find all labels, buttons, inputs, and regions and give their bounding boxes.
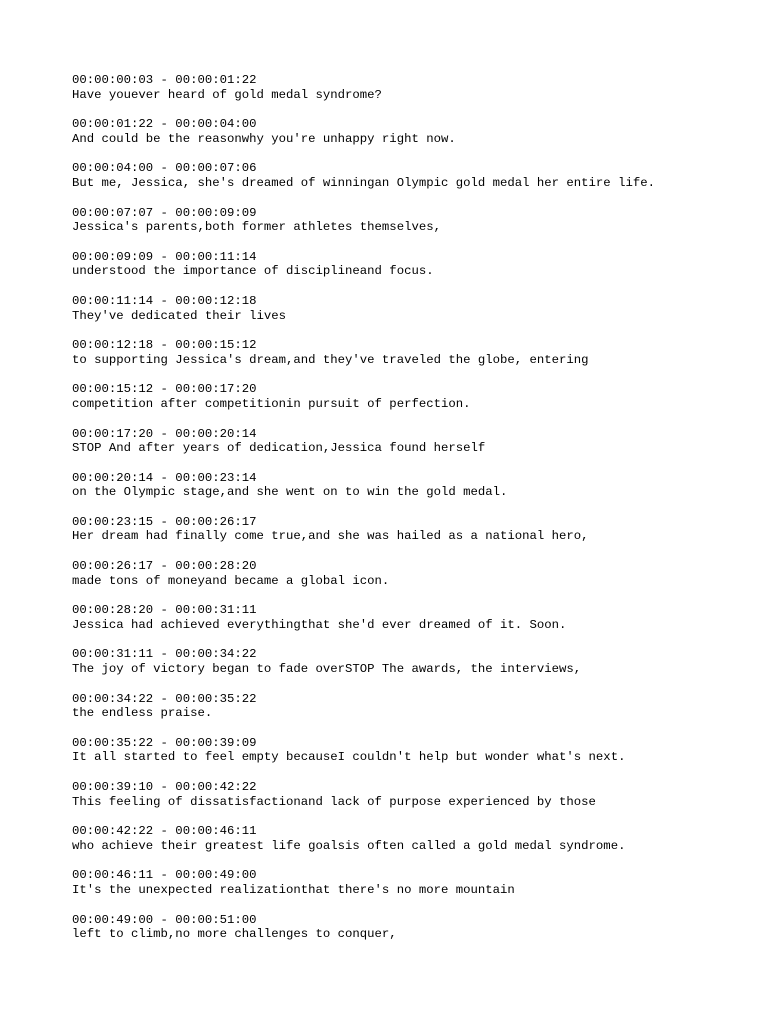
- subtitle-cue: [72, 515, 752, 544]
- subtitle-cue: [72, 603, 752, 632]
- cue-text: The joy of victory began to fade overSTOP The awards, the interviews,: [72, 662, 582, 677]
- cue-timestamp: 00:00:07:07 - 00:00:09:09: [72, 205, 257, 220]
- cue-timestamp: 00:00:49:00 - 00:00:51:00: [72, 912, 257, 927]
- cue-timestamp: 00:00:00:03 - 00:00:01:22: [72, 73, 257, 87]
- cue-text: Her dream had finally come true,and she was hailed as a national hero,: [72, 529, 589, 544]
- cue-text: the endless praise.: [72, 706, 213, 721]
- cue-text: made tons of moneyand became a global icon.: [72, 573, 390, 588]
- cue-timestamp: 00:00:23:15 - 00:00:26:17: [72, 514, 257, 529]
- cue-timestamp: 00:00:34:22 - 00:00:35:22: [72, 691, 257, 706]
- subtitle-cue: [72, 117, 752, 146]
- cue-text: who achieve their greatest life goalsis often called a gold medal syndrome.: [72, 838, 626, 853]
- subtitle-cue: [72, 294, 752, 323]
- subtitle-cue: [72, 780, 752, 809]
- cue-text: on the Olympic stage,and she went on to win the gold medal.: [72, 485, 508, 500]
- cue-text: Jessica had achieved everythingthat she'd ever dreamed of it. Soon.: [72, 617, 567, 632]
- cue-text: It's the unexpected realizationthat there's no more mountain: [72, 882, 515, 897]
- cue-timestamp: 00:00:01:22 - 00:00:04:00: [72, 117, 257, 132]
- cue-text: understood the importance of disciplineand focus.: [72, 264, 434, 279]
- cue-timestamp: 00:00:42:22 - 00:00:46:11: [72, 824, 257, 839]
- subtitle-cue: [72, 559, 752, 588]
- subtitle-cue: [72, 250, 752, 279]
- cue-timestamp: 00:00:11:14 - 00:00:12:18: [72, 293, 257, 308]
- cue-timestamp: 00:00:17:20 - 00:00:20:14: [72, 426, 257, 441]
- subtitle-cue: [72, 206, 752, 235]
- cue-timestamp: 00:00:28:20 - 00:00:31:11: [72, 603, 257, 618]
- subtitle-cue: [72, 647, 752, 676]
- cue-timestamp: 00:00:35:22 - 00:00:39:09: [72, 735, 257, 750]
- subtitle-cue: [72, 868, 752, 897]
- subtitle-cue: [72, 338, 752, 367]
- cue-timestamp: 00:00:15:12 - 00:00:17:20: [72, 382, 257, 397]
- subtitle-cue: [72, 736, 752, 765]
- subtitle-cue: [72, 471, 752, 500]
- subtitle-cue: [72, 382, 752, 411]
- cue-text: to supporting Jessica's dream,and they've traveled the globe, entering: [72, 352, 589, 367]
- cue-timestamp: 00:00:12:18 - 00:00:15:12: [72, 338, 257, 353]
- cue-text: It all started to feel empty becauseI couldn't help but wonder what's next.: [72, 750, 626, 765]
- subtitle-cue: [72, 161, 752, 190]
- subtitle-cue: [72, 73, 752, 102]
- cue-text: STOP And after years of dedication,Jessica found herself: [72, 441, 486, 456]
- cue-timestamp: 00:00:09:09 - 00:00:11:14: [72, 249, 257, 264]
- cue-timestamp: 00:00:04:00 - 00:00:07:06: [72, 161, 257, 176]
- cue-timestamp: 00:00:39:10 - 00:00:42:22: [72, 780, 257, 794]
- transcript-page: [72, 73, 752, 957]
- subtitle-cue: [72, 692, 752, 721]
- cue-text: competition after competitionin pursuit of perfection.: [72, 396, 471, 411]
- subtitle-cue: [72, 824, 752, 853]
- cue-text: Have youever heard of gold medal syndrome?: [72, 87, 382, 102]
- cue-timestamp: 00:00:31:11 - 00:00:34:22: [72, 647, 257, 662]
- cue-timestamp: 00:00:20:14 - 00:00:23:14: [72, 470, 257, 485]
- cue-text: But me, Jessica, she's dreamed of winningan Olympic gold medal her entire life.: [72, 175, 655, 190]
- cue-text: left to climb,no more challenges to conquer,: [72, 927, 397, 942]
- cue-text: They've dedicated their lives: [72, 308, 287, 323]
- cue-timestamp: 00:00:46:11 - 00:00:49:00: [72, 868, 257, 883]
- cue-timestamp: 00:00:26:17 - 00:00:28:20: [72, 559, 257, 574]
- cue-text: This feeling of dissatisfactionand lack of purpose experienced by those: [72, 794, 596, 809]
- subtitle-cue: [72, 913, 752, 942]
- cue-text: And could be the reasonwhy you're unhappy right now.: [72, 131, 456, 146]
- cue-text: Jessica's parents,both former athletes themselves,: [72, 220, 441, 235]
- subtitle-cue: [72, 427, 752, 456]
